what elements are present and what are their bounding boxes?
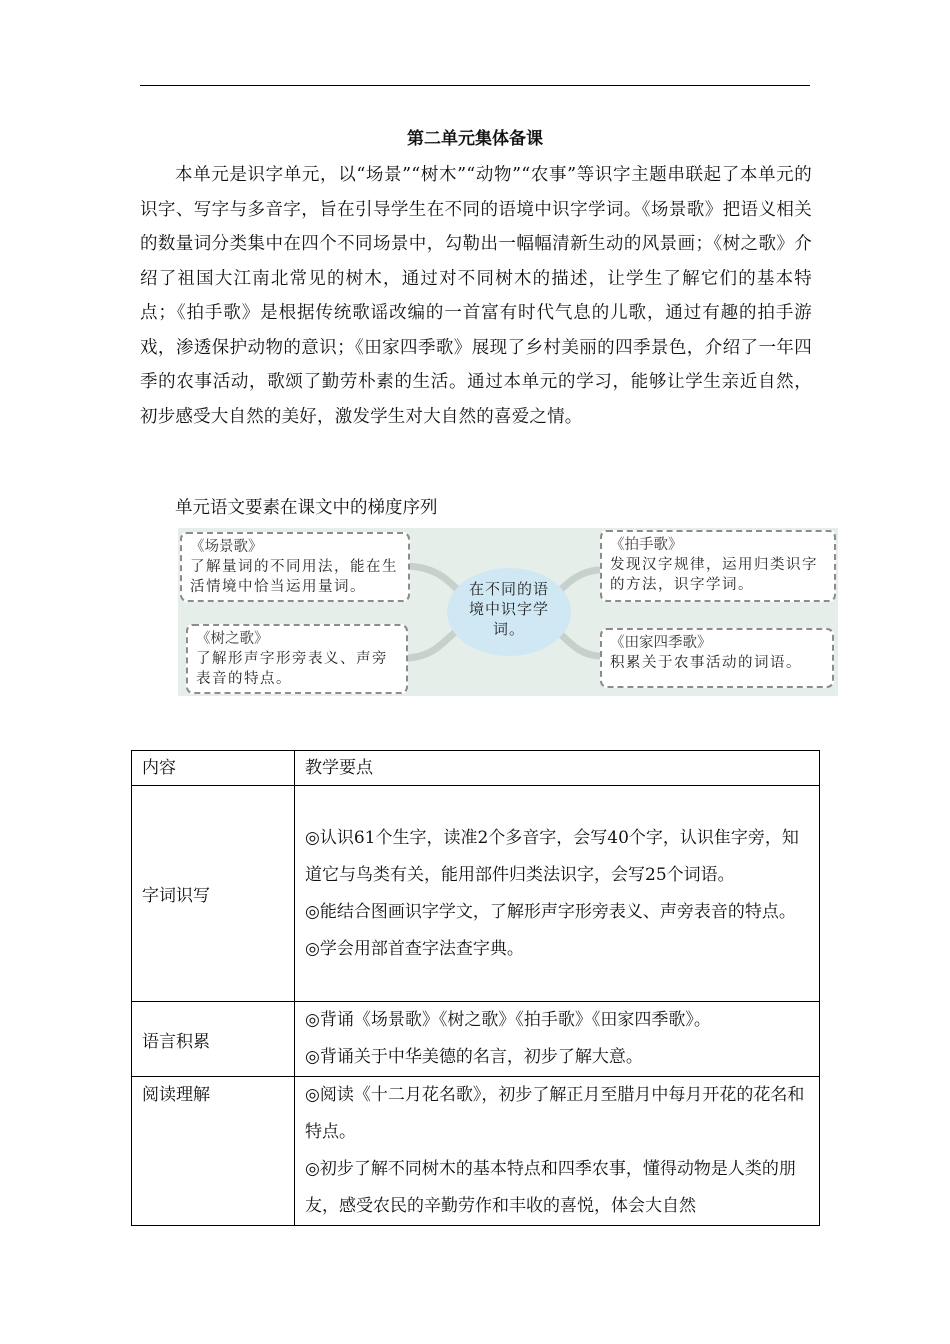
node-title: 《树之歌》 (196, 631, 269, 647)
point-item: ◎阅读《十二月花名歌》，初步了解正月至腊月中每月开花的花名和特点。 (305, 1085, 805, 1142)
node-shuzhi-ge (186, 624, 408, 694)
teaching-plan-table (131, 750, 820, 1226)
intro-paragraph: 本单元是识字单元，以“场景”“树木”“动物”“农事”等识字主题串联起了本单元的识字、写字与多音字，旨在引导学生在不同的语境中识字学词。《场景歌》把语义相关的数量词分类集中在四个不同场景中，勾勒出一幅幅清新生动的风景画；《树之歌》介绍了祖国大江南北常见的树木，通过对不同树木的描述，让学生了解它们的基本特点；《拍手歌》是根据传统歌谣改编的一首富有时代气息的儿歌，通过有趣的拍手游戏，渗透保护动物的意识；《田家四季歌》展现了乡村美丽的四季景色，介绍了一年四季的农事活动，歌颂了勤劳朴素的生活。通过本单元的学习，能够让学生亲近自然，初步感受大自然的美好，激发学生对大自然的喜爱之情。 (140, 165, 812, 427)
table-row (132, 786, 820, 1002)
row-category: 阅读理解 (132, 1077, 295, 1226)
header-content: 内容 (132, 751, 295, 786)
node-desc: 发现汉字规律，运用归类识字的方法，识字学词。 (610, 557, 818, 593)
header-rule (140, 85, 810, 86)
row-category: 字词识写 (132, 786, 295, 1002)
row-points (295, 1002, 820, 1077)
node-title: 《场景歌》 (190, 539, 263, 555)
table-header-row (132, 751, 820, 786)
header-points: 教学要点 (295, 751, 820, 786)
table-row (132, 1002, 820, 1077)
node-changjing-ge (180, 532, 410, 602)
row-points (295, 786, 820, 1002)
point-item: ◎背诵关于中华美德的名言，初步了解大意。 (305, 1047, 643, 1067)
point-item: ◎初步了解不同树木的基本特点和四季农事，懂得动物是人类的朋友，感受农民的辛勤劳作和丰收的喜悦，体会大自然 (305, 1159, 796, 1216)
node-paishou-ge (600, 530, 836, 602)
node-title: 《拍手歌》 (610, 537, 683, 553)
point-item: ◎学会用部首查字法查字典。 (305, 938, 524, 959)
point-item: ◎认识61个生字，读准2个多音字，会写40个字，认识隹字旁，知道它与鸟类有关，能用部件归类法识字，会写25个词语。 (305, 827, 799, 885)
diagram-heading: 单元语文要素在课文中的梯度序列 (175, 498, 438, 518)
node-tianjia-siji-ge (600, 628, 834, 688)
node-desc: 了解形声字形旁表义、声旁表音的特点。 (196, 651, 388, 687)
point-item: ◎背诵《场景歌》《树之歌》《拍手歌》《田家四季歌》。 (305, 1010, 711, 1030)
point-item: ◎能结合图画识字学文，了解形声字形旁表义、声旁表音的特点。 (305, 901, 796, 922)
page-title: 第二单元集体备课 (407, 129, 543, 149)
row-points (295, 1077, 820, 1226)
node-desc: 了解量词的不同用法，能在生活情境中恰当运用量词。 (190, 559, 398, 595)
node-desc: 积累关于农事活动的词语。 (610, 655, 802, 671)
concept-diagram (178, 528, 838, 696)
row-category: 语言积累 (132, 1002, 295, 1077)
table-row (132, 1077, 820, 1226)
node-title: 《田家四季歌》 (610, 635, 712, 651)
center-node-text: 在不同的语境中识字学词。 (468, 580, 549, 638)
